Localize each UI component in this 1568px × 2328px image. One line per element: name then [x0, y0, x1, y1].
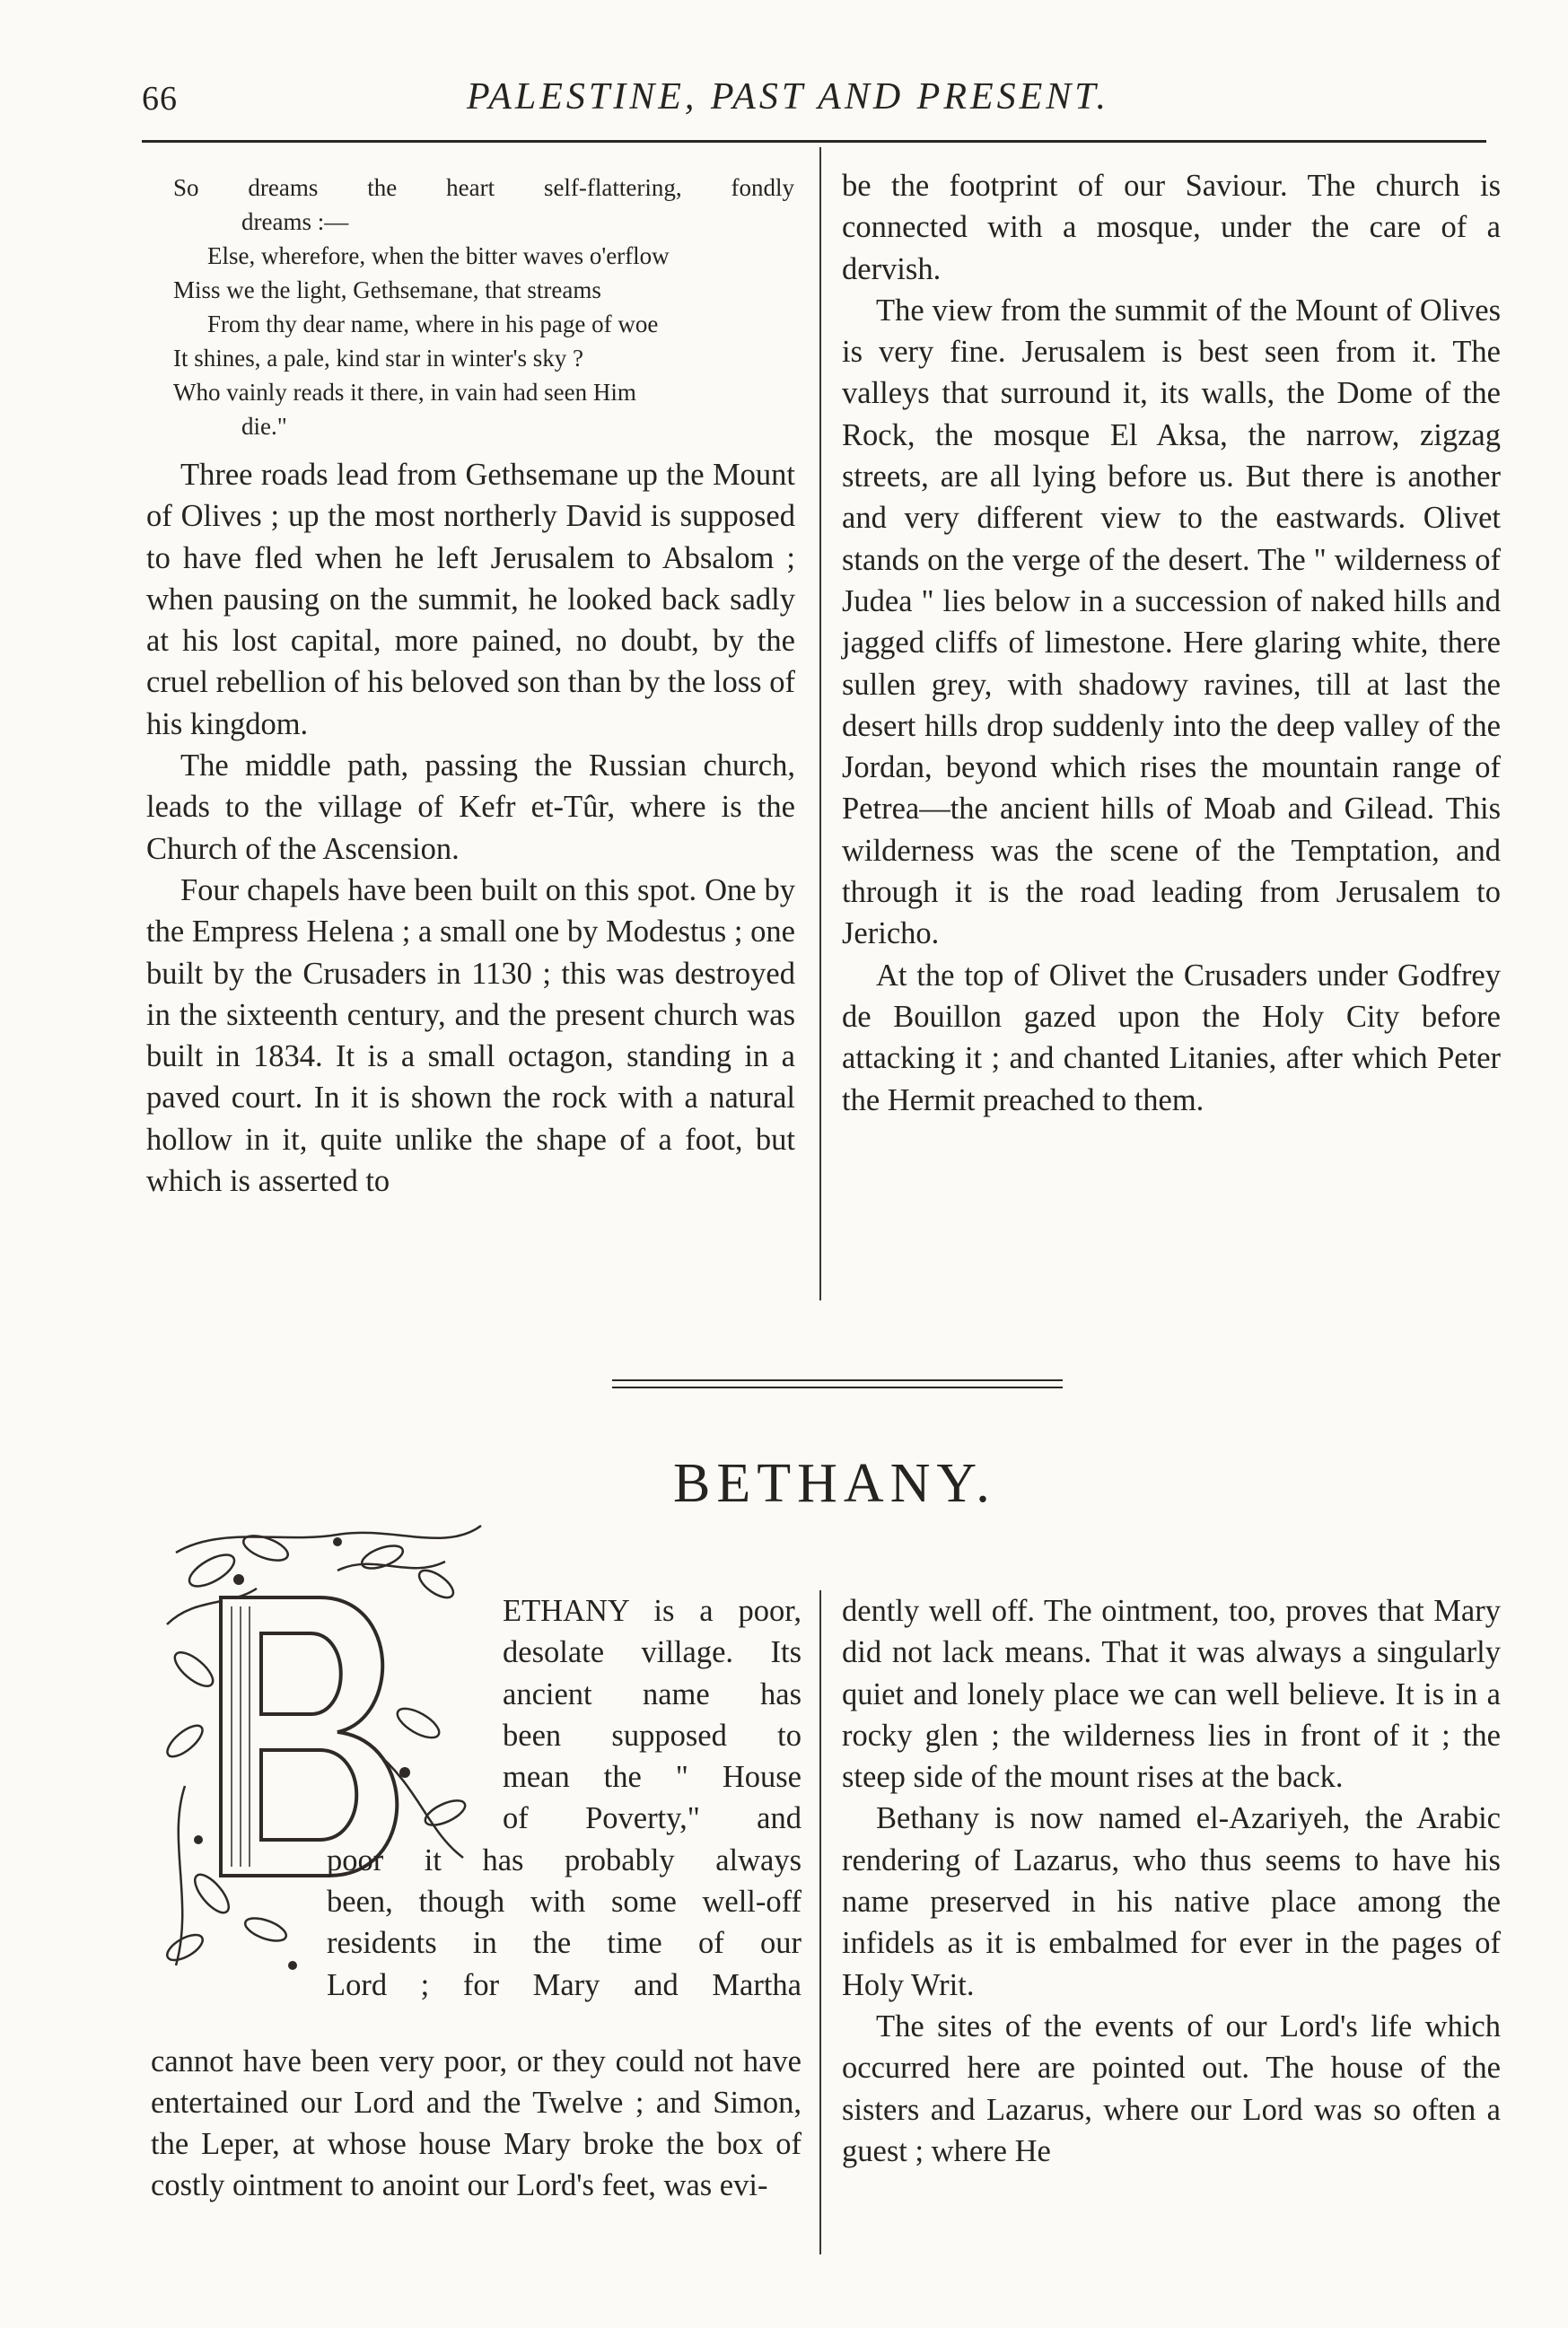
column-divider-upper: [819, 147, 821, 1300]
wrapped-line: mean the " House: [503, 1760, 802, 1795]
right-column-upper: [842, 165, 1501, 1121]
paragraph: The sites of the events of our Lord's life which occurred here are pointed out. The house of the sisters and Lazarus, where our Lord was so often a guest ; where He: [842, 2009, 1501, 2168]
wrapped-line: been, though with some well-off: [327, 1885, 802, 1920]
wrapped-line: ancient name has: [503, 1676, 802, 1711]
wrapped-line: of Poverty," and: [503, 1801, 802, 1836]
wrapped-line: been supposed to: [503, 1718, 802, 1753]
poem-line: Who vainly reads it there, in vain had seen Him: [173, 379, 636, 406]
paragraph: The view from the summit of the Mount of Olives is very fine. Jerusalem is best seen from it. The valleys that surround it, its walls, the Dome of the Rock, the mosque El Aksa, the narrow, zigzag streets, are all lying before us. But there is another and very different view to the eastwards. Olivet stands on the verge of the desert. The " wilderness of Judea " lies below in a succession of naked hills and jagged cliffs of limestone. Here glaring white, there sullen grey, with shadowy ravines, till at last the desert hills drop suddenly into the deep valley of the Jordan, beyond which rises the mountain range of Petrea—the ancient hills of Moab and Gilead. This wilderness was the scene of the Temptation, and through it is the road leading from Jerusalem to Jericho.: [842, 293, 1501, 951]
poem-line: Miss we the light, Gethsemane, that streams: [173, 276, 601, 303]
paragraph: Three roads lead from Gethsemane up the Mount of Olives ; up the most northerly David is supposed to have fled when he left Jerusalem to Absalom ; when pausing on the summit, he looked back sadly at his lost capital, more pained, no doubt, by the cruel rebellion of his beloved son than by the loss of his kingdom.: [146, 458, 795, 741]
left-column-upper: [146, 171, 795, 1202]
paragraph: be the footprint of our Saviour. The church is connected with a mosque, under the care of a dervish.: [842, 169, 1501, 286]
wrapped-line: desolate village. Its: [503, 1635, 802, 1670]
paragraph: The middle path, passing the Russian church, leads to the village of Kefr et-Tûr, where is the Church of the Ascension.: [146, 748, 795, 866]
poem-line: Else, wherefore, when the bitter waves o'erflow: [207, 242, 670, 269]
paragraph: dently well off. The ointment, too, proves that Mary did not lack means. That it was always a singularly quiet and lonely place we can well believe. It is in a rocky glen ; the wilderness lies in front of it ; the steep side of the mount rises at the back.: [842, 1594, 1501, 1795]
poem-line: dreams :—: [241, 208, 349, 235]
bethany-left-prose: [151, 2009, 802, 2237]
poem-line: It shines, a pale, kind star in winter's sky ?: [173, 345, 584, 372]
wrapped-line: ETHANY is a poor,: [503, 1594, 802, 1628]
section-rule-bottom: [612, 1387, 1063, 1388]
left-prose: [146, 454, 795, 1202]
wrapped-line: Lord ; for Mary and Martha: [327, 1967, 802, 2002]
poem-line: So dreams the heart self-flattering, fondly: [173, 174, 794, 201]
column-divider-lower: [819, 1590, 821, 2254]
poem-line: die.": [241, 413, 287, 440]
paragraph: cannot have been very poor, or they could not have entertained our Lord and the Twelve ; and Simon, the Leper, at whose house Mary broke the box of costly ointment to anoint our Lord's feet, was evi-: [151, 2044, 802, 2203]
wrapped-line: residents in the time of our: [327, 1926, 802, 1961]
section-title: BETHANY.: [673, 1453, 996, 1514]
wrapped-line: poor it has probably always: [327, 1842, 802, 1877]
section-rule-top: [612, 1379, 1063, 1381]
page-number: 66: [142, 80, 178, 118]
paragraph: At the top of Olivet the Crusaders under Godfrey de Bouillon gazed upon the Holy City before attacking it ; and chanted Litanies, after which Peter the Hermit preached to them.: [842, 958, 1501, 1117]
bethany-right-column: [842, 1590, 1501, 2172]
poem-line: From thy dear name, where in his page of woe: [207, 311, 659, 337]
bethany-wrapped-lines: [146, 1590, 802, 2006]
paragraph: Four chapels have been built on this spot. One by the Empress Helena ; a small one by Modestus ; one built by the Crusaders in 1130 ; this was destroyed in the sixteenth century, and the present church was built in 1834. It is a small octagon, standing in a paved court. In it is shown the rock with a natural hollow in it, quite unlike the shape of a foot, but which is asserted to: [146, 872, 795, 1199]
header-rule: [142, 140, 1486, 143]
running-title: PALESTINE, PAST AND PRESENT.: [467, 76, 1110, 118]
paragraph: Bethany is now named el-Azariyeh, the Arabic rendering of Lazarus, who thus seems to have his name preserved in his native place among the infidels as it is embalmed for ever in the pages of Holy Writ.: [842, 1801, 1501, 2002]
poem-stanza: [173, 171, 795, 443]
